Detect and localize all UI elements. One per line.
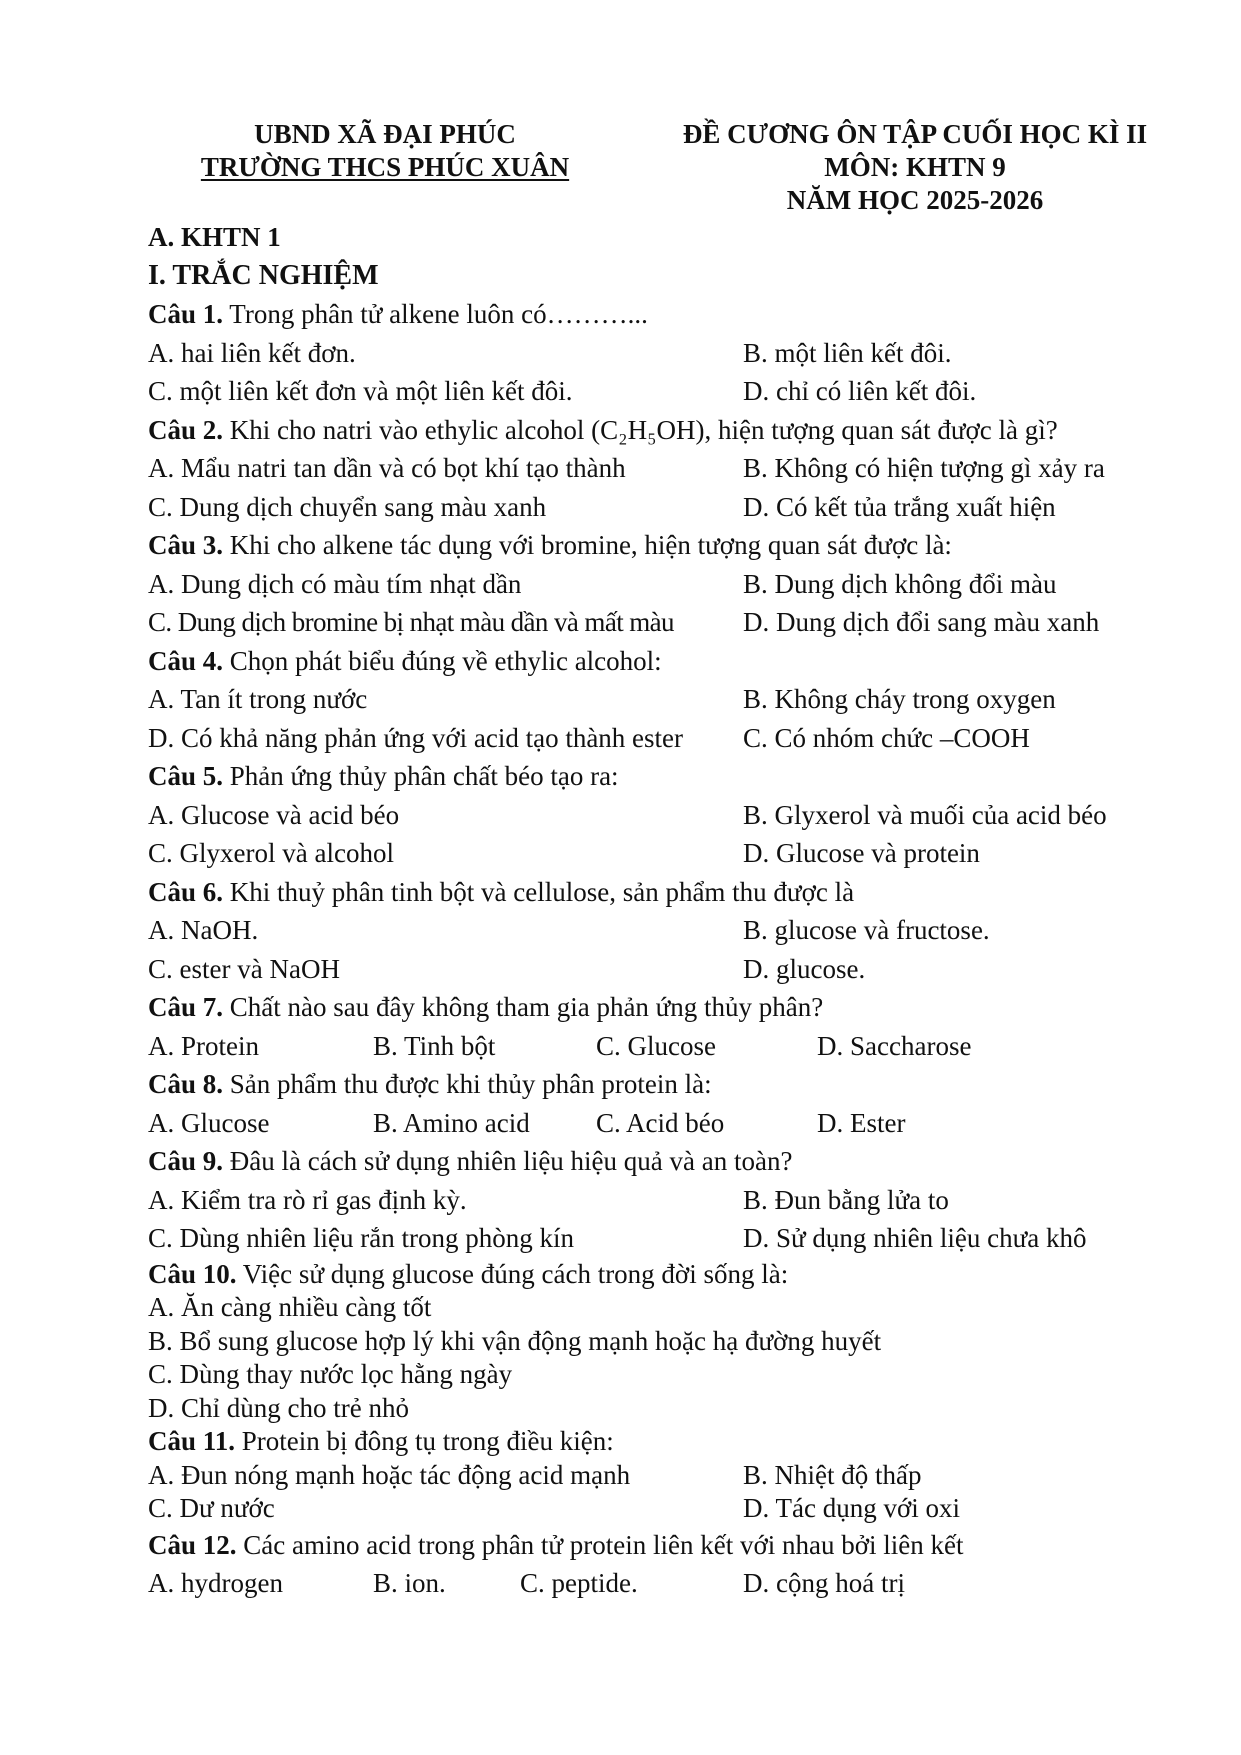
question-7	[148, 988, 1198, 1027]
options-row	[148, 1492, 1198, 1526]
option-d: D. Sử dụng nhiên liệu chưa khô	[743, 1223, 1087, 1253]
option-c: C. Acid béo	[596, 1107, 725, 1138]
question-text: Đâu là cách sử dụng nhiên liệu hiệu quả và an toàn?	[223, 1146, 793, 1176]
options-row	[148, 834, 1198, 873]
option-d: D. Chỉ dùng cho trẻ nhỏ	[148, 1392, 409, 1423]
option-c: C. peptide.	[520, 1568, 638, 1598]
option-b: B. Không có hiện tượng gì xảy ra	[743, 453, 1105, 483]
options-row	[148, 372, 1198, 411]
option-b: B. Amino acid	[373, 1107, 530, 1138]
options-row	[148, 449, 1198, 488]
question-9	[148, 1142, 1198, 1181]
option-b: B. Dung dịch không đổi màu	[743, 568, 1057, 599]
question-label: Câu 10.	[148, 1258, 237, 1289]
school-year-line: NĂM HỌC 2025-2026	[786, 185, 1044, 215]
option-b: B. một liên kết đôi.	[743, 337, 952, 368]
option-a: A. hydrogen	[148, 1568, 283, 1598]
option-d: D. Tác dụng với oxi	[743, 1493, 961, 1523]
option-c: C. Glyxerol và alcohol	[148, 838, 394, 868]
option-a: A. Mẩu natri tan dần và có bọt khí tạo thành	[148, 453, 626, 483]
option-c: C. ester và NaOH	[148, 953, 340, 984]
option-a: A. Kiểm tra rò rỉ gas định kỳ.	[148, 1184, 467, 1215]
option-d: D. Saccharose	[817, 1030, 972, 1061]
options-row	[148, 950, 1198, 989]
options-row	[148, 1219, 1198, 1258]
question-label: Câu 11.	[148, 1426, 236, 1456]
question-text: Phản ứng thủy phân chất béo tạo ra:	[223, 761, 619, 791]
question-label: Câu 12.	[148, 1529, 237, 1560]
option-a: A. Glucose	[148, 1107, 270, 1138]
section-heading: A. KHTN 1	[148, 222, 281, 252]
option-b: B. ion.	[373, 1568, 446, 1598]
options-row	[148, 1104, 1198, 1143]
option-d: D. Glucose và protein	[743, 838, 980, 868]
option-c: C. Dùng thay nước lọc hằng ngày	[148, 1359, 513, 1389]
options-row	[148, 334, 1198, 373]
question-text: Protein bị đông tụ trong điều kiện:	[235, 1426, 614, 1456]
question-5	[148, 757, 1198, 796]
options-row	[148, 719, 1198, 758]
question-label: Câu 3.	[148, 530, 224, 560]
option-c: C. Dùng nhiên liệu rắn trong phòng kín	[148, 1223, 574, 1253]
question-text: Chọn phát biểu đúng về ethylic alcohol:	[223, 645, 662, 676]
options-row	[148, 1181, 1198, 1220]
question-6	[148, 873, 1198, 912]
option-b: B. Tinh bột	[373, 1030, 496, 1061]
authority-name: UBND XÃ ĐẠI PHÚC	[254, 119, 516, 149]
option-a: A. Protein	[148, 1030, 259, 1061]
option-c: C. Dung dịch chuyển sang màu xanh	[148, 491, 547, 522]
question-label: Câu 2.	[148, 414, 224, 445]
option-b: B. Nhiệt độ thấp	[743, 1459, 922, 1490]
header-right	[645, 118, 1185, 217]
question-text: Khi cho natri vào ethylic alcohol (C₂H₅OH), hiện tượng quan sát được là gì?	[223, 414, 1058, 445]
options-row	[148, 796, 1198, 835]
option-b: B. Không cháy trong oxygen	[743, 684, 1056, 714]
option-c: C. Glucose	[596, 1030, 716, 1061]
options-row	[148, 1564, 1198, 1603]
question-text: Chất nào sau đây không tham gia phản ứng thủy phân?	[223, 992, 824, 1022]
header-left	[170, 118, 600, 184]
question-label: Câu 5.	[148, 761, 224, 791]
option-d: D. cộng hoá trị	[743, 1568, 905, 1598]
question-text: Khi cho alkene tác dụng với bromine, hiện tượng quan sát được là:	[223, 530, 952, 560]
question-text: Việc sử dụng glucose đúng cách trong đời sống là:	[236, 1258, 789, 1289]
option-c: C. Dư nước	[148, 1493, 275, 1523]
option-a: A. NaOH.	[148, 915, 259, 945]
question-text: Khi thuỷ phân tinh bột và cellulose, sản phẩm thu được là	[223, 876, 855, 907]
subject-line: MÔN: KHTN 9	[824, 152, 1006, 182]
question-10	[148, 1258, 1198, 1292]
question-12	[148, 1526, 1198, 1565]
option-a: A. Dung dịch có màu tím nhạt dần	[148, 568, 522, 599]
option-a: A. Ăn càng nhiều càng tốt	[148, 1292, 432, 1322]
school-name: TRƯỜNG THCS PHÚC XUÂN	[200, 152, 570, 182]
option-c: C. một liên kết đơn và một liên kết đôi.	[148, 376, 573, 406]
option-d: D. chỉ có liên kết đôi.	[743, 376, 977, 406]
question-label: Câu 4.	[148, 645, 224, 676]
option-b: B. Bổ sung glucose hợp lý khi vận động mạnh hoặc hạ đường huyết	[148, 1325, 882, 1356]
options-row	[148, 1459, 1198, 1493]
option-b: B. Đun bằng lửa to	[743, 1184, 949, 1215]
options-row	[148, 911, 1198, 950]
options-row	[148, 603, 1198, 642]
question-3	[148, 526, 1198, 565]
options-row	[148, 1027, 1198, 1066]
question-4	[148, 642, 1198, 681]
option-d: D. Có kết tủa trắng xuất hiện	[743, 491, 1056, 522]
option-a: A. Tan ít trong nước	[148, 684, 368, 714]
option-a: A. Glucose và acid béo	[148, 799, 400, 830]
question-text: Các amino acid trong phân tử protein liên kết với nhau bởi liên kết	[236, 1529, 964, 1560]
document-body	[148, 218, 1198, 1603]
option-a: A. hai liên kết đơn.	[148, 337, 356, 368]
option-a: A. Đun nóng mạnh hoặc tác động acid mạnh	[148, 1459, 631, 1490]
question-2	[148, 411, 1198, 450]
option-d: D. Ester	[817, 1107, 906, 1138]
subsection-heading: I. TRẮC NGHIỆM	[148, 259, 379, 291]
option-b: B. Glyxerol và muối của acid béo	[743, 799, 1107, 830]
option-d: D. Dung dịch đổi sang màu xanh	[743, 607, 1100, 637]
option-d: D. glucose.	[743, 953, 866, 984]
question-label: Câu 1.	[148, 299, 224, 329]
options-row	[148, 488, 1198, 527]
question-text: Sản phẩm thu được khi thủy phân protein là:	[223, 1069, 712, 1099]
question-label: Câu 8.	[148, 1069, 224, 1099]
document-title: ĐỀ CƯƠNG ÔN TẬP CUỐI HỌC KÌ II	[682, 119, 1148, 149]
question-label: Câu 6.	[148, 876, 224, 907]
option-c: C. Dung dịch bromine bị nhạt màu dần và mất màu	[148, 607, 674, 637]
question-text: Trong phân tử alkene luôn có………...	[223, 299, 648, 329]
option-c: C. Có nhóm chức –COOH	[743, 722, 1030, 753]
question-label: Câu 7.	[148, 992, 224, 1022]
question-11	[148, 1425, 1198, 1459]
option-b: B. glucose và fructose.	[743, 915, 990, 945]
question-8	[148, 1065, 1198, 1104]
question-1	[148, 295, 1198, 334]
question-label: Câu 9.	[148, 1146, 224, 1176]
options-row	[148, 565, 1198, 604]
option-d: D. Có khả năng phản ứng với acid tạo thành ester	[148, 722, 684, 753]
options-row	[148, 680, 1198, 719]
